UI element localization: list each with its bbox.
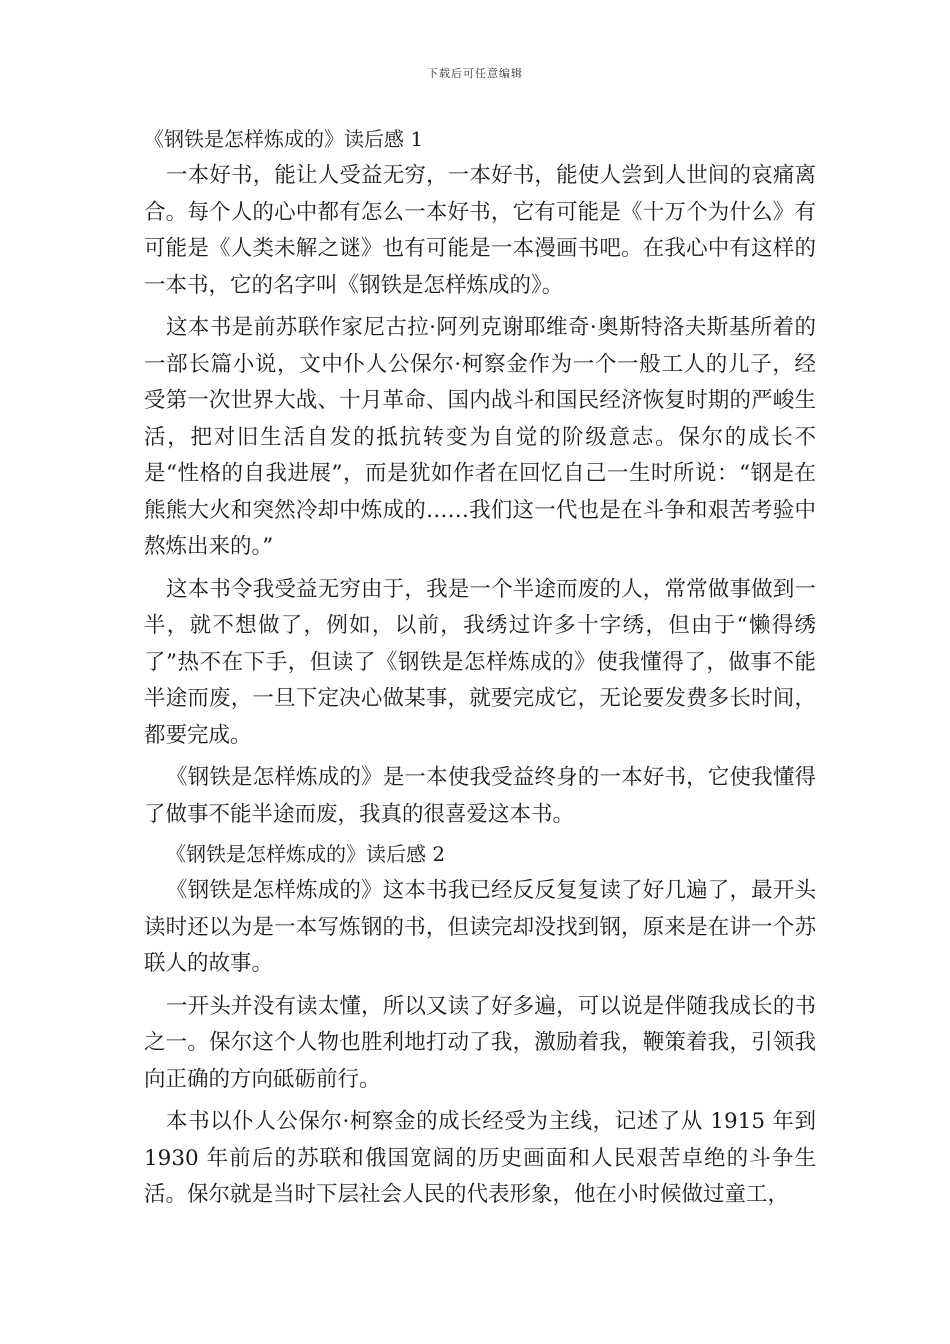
header-note: 下载后可任意编辑 [427, 67, 523, 80]
section-title-1: 《钢铁是怎样炼成的》读后感 1 [144, 127, 424, 151]
paragraph: 《钢铁是怎样炼成的》这本书我已经反反复复读了好几遍了，最开头读时还以为是一本写炼钢的书，但读完却没找到钢，原来是在讲一个苏联人的故事。 [144, 878, 816, 976]
section-title-2: 《钢铁是怎样炼成的》读后感 2 [166, 842, 446, 866]
paragraph: 一开头并没有读太懂，所以又读了好多遍，可以说是伴随我成长的书之一。保尔这个人物也胜利地打动了我，激励着我，鞭策着我，引领我向正确的方向砥砺前行。 [144, 993, 816, 1092]
paragraph: 这本书是前苏联作家尼古拉·阿列克谢耶维奇·奥斯特洛夫斯基所着的一部长篇小说，文中仆人公保尔·柯察金作为一个一般工人的儿子，经受第一次世界大战、十月革命、国内战斗和国民经济恢复时期的严峻生活，把对旧生活自发的抵抗转变为自觉的阶级意志。保尔的成长不是“性格的自我进展”，而是犹如作者在回忆自己一生时所说：“钢是在熊熊大火和突然冷却中炼成的……我们这一代也是在斗争和艰苦考验中熬炼出来的。” [144, 315, 816, 559]
paragraph: 《钢铁是怎样炼成的》是一本使我受益终身的一本好书，它使我懂得了做事不能半途而废，我真的很喜爱这本书。 [144, 765, 816, 827]
document-body [144, 120, 816, 1220]
paragraph: 一本好书，能让人受益无穷，一本好书，能使人尝到人世间的哀痛离合。每个人的心中都有怎么一本好书，它有可能是《十万个为什么》有可能是《人类未解之谜》也有可能是一本漫画书吧。在我心中有这样的一本书，它的名字叫《钢铁是怎样炼成的》。 [144, 163, 816, 298]
paragraph: 这本书令我受益无穷由于，我是一个半途而废的人，常常做事做到一半，就不想做了，例如，以前，我绣过许多十字绣，但由于“懒得绣了”热不在下手，但读了《钢铁是怎样炼成的》使我懂得了，做事不能半途而废，一旦下定决心做某事，就要完成它，无论要发费多长时间，都要完成。 [144, 576, 816, 748]
paragraph: 本书以仆人公保尔·柯察金的成长经受为主线，记述了从 1915 年到 1930 年前后的苏联和俄国宽阔的历史画面和人民艰苦卓绝的斗争生活。保尔就是当时下层社会人民的代表形象，他在小时候做过童工， [144, 1109, 816, 1207]
